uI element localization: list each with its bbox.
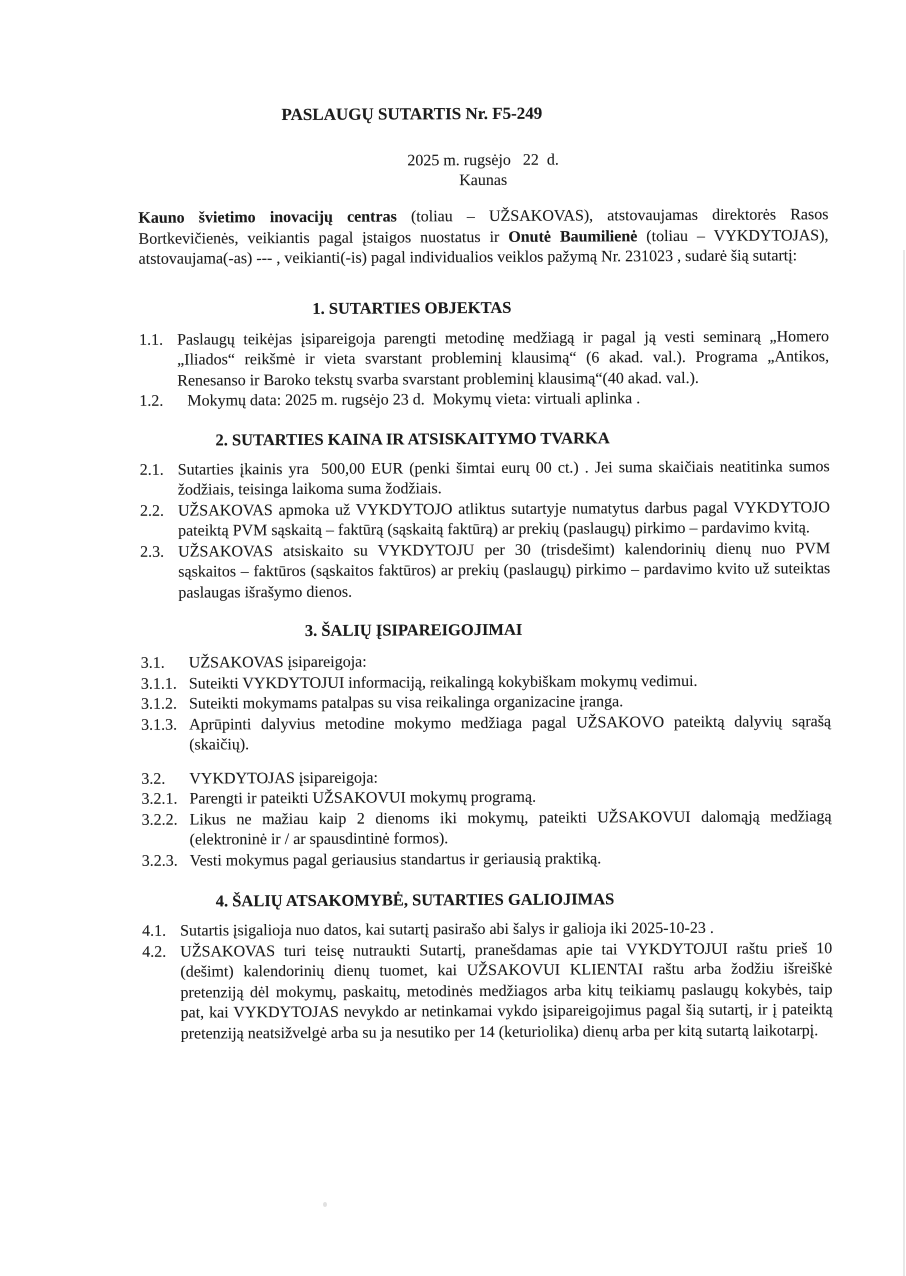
clause-text: VYKDYTOJAS įsipareigoja: bbox=[189, 769, 378, 788]
document-content bbox=[137, 0, 832, 1045]
clause-3-1-3 bbox=[141, 712, 831, 757]
clause-text: UŽSAKOVAS apmoka už VYKDYTOJO atliktus sutartyje numatytus darbus pagal VYKDYTOJO pateiktą PVM sąskaitą – faktūrą (sąskaitą faktūrą) ar prekių (paslaugų) pirkimo – pardavimo kvitą. bbox=[177, 498, 830, 540]
clause-text: UŽSAKOVAS atsiskaito su VYKDYTOJU per 30 (trisdešimt) kalendorinių dienų nuo PVM sąskaitos – faktūros (sąskaitos faktūros) ar prekių (paslaugų) pirkimo – pardavimo kvito už suteiktas paslaugas išrašymo dienos. bbox=[178, 539, 831, 602]
clause-number: 3.2.3. bbox=[141, 852, 178, 870]
scan-speck-artifact bbox=[323, 1202, 327, 1207]
section-2-heading: 2. SUTARTIES KAINA IR ATSISKAITYMO TVARKA bbox=[215, 427, 610, 449]
clause-2-3 bbox=[140, 539, 830, 604]
section-4-heading: 4. ŠALIŲ ATSAKOMYBĖ, SUTARTIES GALIOJIMAS bbox=[215, 889, 615, 911]
clause-number: 3.2.1. bbox=[141, 790, 178, 808]
clause-2-2 bbox=[140, 498, 830, 543]
document-city: Kaunas bbox=[459, 171, 508, 190]
clause-number: 1.1. bbox=[138, 331, 164, 349]
clause-number: 2.1. bbox=[139, 461, 164, 479]
clause-text: Mokymų data: 2025 m. rugsėjo 23 d. Mokymų vieta: virtuali aplinka . bbox=[187, 390, 641, 410]
section-3-heading: 3. ŠALIŲ ĮSIPAREIGOJIMAI bbox=[304, 619, 523, 640]
clause-number: 2.3. bbox=[140, 543, 165, 561]
clause-text: Vesti mokymus pagal geriausius standartus ir geriausią praktiką. bbox=[189, 849, 602, 870]
intro-paragraph bbox=[138, 205, 828, 270]
clause-number: 2.2. bbox=[139, 502, 164, 520]
clause-1-1 bbox=[139, 327, 829, 392]
clause-number: 4.2. bbox=[142, 943, 167, 961]
clause-number: 3.1. bbox=[140, 654, 165, 672]
contractor-name: Onutė Baumilienė bbox=[508, 227, 638, 246]
clause-text: UŽSAKOVAS įsipareigoja: bbox=[188, 653, 367, 672]
clause-number: 3.2.2. bbox=[141, 811, 178, 829]
intro-text-segment: (toliau – VYKDYTOJAS), atstovaujama(-as) --- , veikianti(-is) pagal individualios veiklos pažymą Nr. 231023 , sudarė šią sutartį: bbox=[138, 226, 829, 268]
clause-number: 4.1. bbox=[142, 922, 167, 940]
clause-text: Aprūpinti dalyvius metodine mokymo medžiaga pagal UŽSAKOVO pateiktą dalyvių sąrašą (skaičių). bbox=[189, 712, 832, 754]
clause-number: 3.1.1. bbox=[140, 675, 177, 693]
clause-text: Sutarties įkainis yra 500,00 EUR (penki šimtai eurų 00 ct.) . Jei suma skaičiais neatitinka sumos žodžiais, teisinga laikoma suma žodžiais. bbox=[177, 457, 830, 499]
clause-3-2-3 bbox=[142, 848, 832, 872]
section-1-heading: 1. SUTARTIES OBJEKTAS bbox=[312, 297, 512, 318]
intro-text-segment: (toliau – UŽSAKOVAS), atstovaujamas direktorės Rasos Bortkevičienės, veikiantis pagal įstaigos nuostatus ir bbox=[138, 206, 829, 248]
clause-number: 3.2. bbox=[141, 770, 166, 788]
clause-text: Sutartis įsigalioja nuo datos, kai sutartį pasirašo abi šalys ir galioja iki 2025-10-23 . bbox=[180, 919, 714, 940]
clause-text: Suteikti mokymams patalpas su visa reikalinga organizacine įranga. bbox=[188, 693, 624, 713]
document-title: PASLAUGŲ SUTARTIS Nr. F5-249 bbox=[281, 103, 543, 125]
scan-edge-artifact bbox=[903, 250, 905, 1276]
clause-3-2-2 bbox=[142, 807, 832, 852]
clause-number: 3.1.2. bbox=[140, 695, 177, 713]
clause-number: 3.1.3. bbox=[141, 716, 178, 734]
clause-1-2 bbox=[139, 388, 829, 412]
clause-text: Parengti ir pateikti UŽSAKOVUI mokymų programą. bbox=[189, 788, 537, 808]
document-date: 2025 m. rugsėjo 22 d. bbox=[407, 151, 559, 170]
clause-number: 1.2. bbox=[139, 392, 164, 410]
clause-text: UŽSAKOVAS turi teisę nutraukti Sutartį, pranešdamas apie tai VYKDYTOJUI raštu prieš 10 (dešimt) kalendorinių dienų tuomet, kai UŽSAKOVUI KLIENTAI raštu arba žodžiu išreiškė pretenziją dėl mokymų, paskaitų, metodinės medžiagos arba kitų teikiamų paslaugų kokybės, taip pat, kai VYKDYTOJAS nevykdo ar netinkamai vykdo įsipareigojimus pagal šią sutartį, ir į pateiktą pretenziją neatsižvelgė arba su ja nesutiko per 14 (keturiolika) dienų arba per kitą sutartą laikotarpį. bbox=[180, 939, 833, 1043]
clause-text: Likus ne mažiau kaip 2 dienoms iki mokymų, pateikti UŽSAKOVUI dalomąją medžiagą (elektroninė ir / ar spausdintinė formos). bbox=[189, 807, 832, 849]
clause-text: Paslaugų teikėjas įsipareigoja parengti metodinę medžiagą ir pagal ją vesti seminarą „Homero „Iliados“ reikšmė ir vieta svarstant probleminį klausimą“ (6 akad. val.). Programa „Antikos, Renesanso ir Baroko tekstų svarba svarstant probleminį klausimą“(40 akad. val.). bbox=[176, 327, 830, 390]
clause-text: Suteikti VYKDYTOJUI informaciją, reikalingą kokybiškam mokymų vedimui. bbox=[188, 672, 698, 693]
clause-4-2 bbox=[142, 939, 833, 1045]
clause-2-1 bbox=[140, 457, 830, 502]
client-name: Kauno švietimo inovacijų centras bbox=[138, 208, 397, 227]
